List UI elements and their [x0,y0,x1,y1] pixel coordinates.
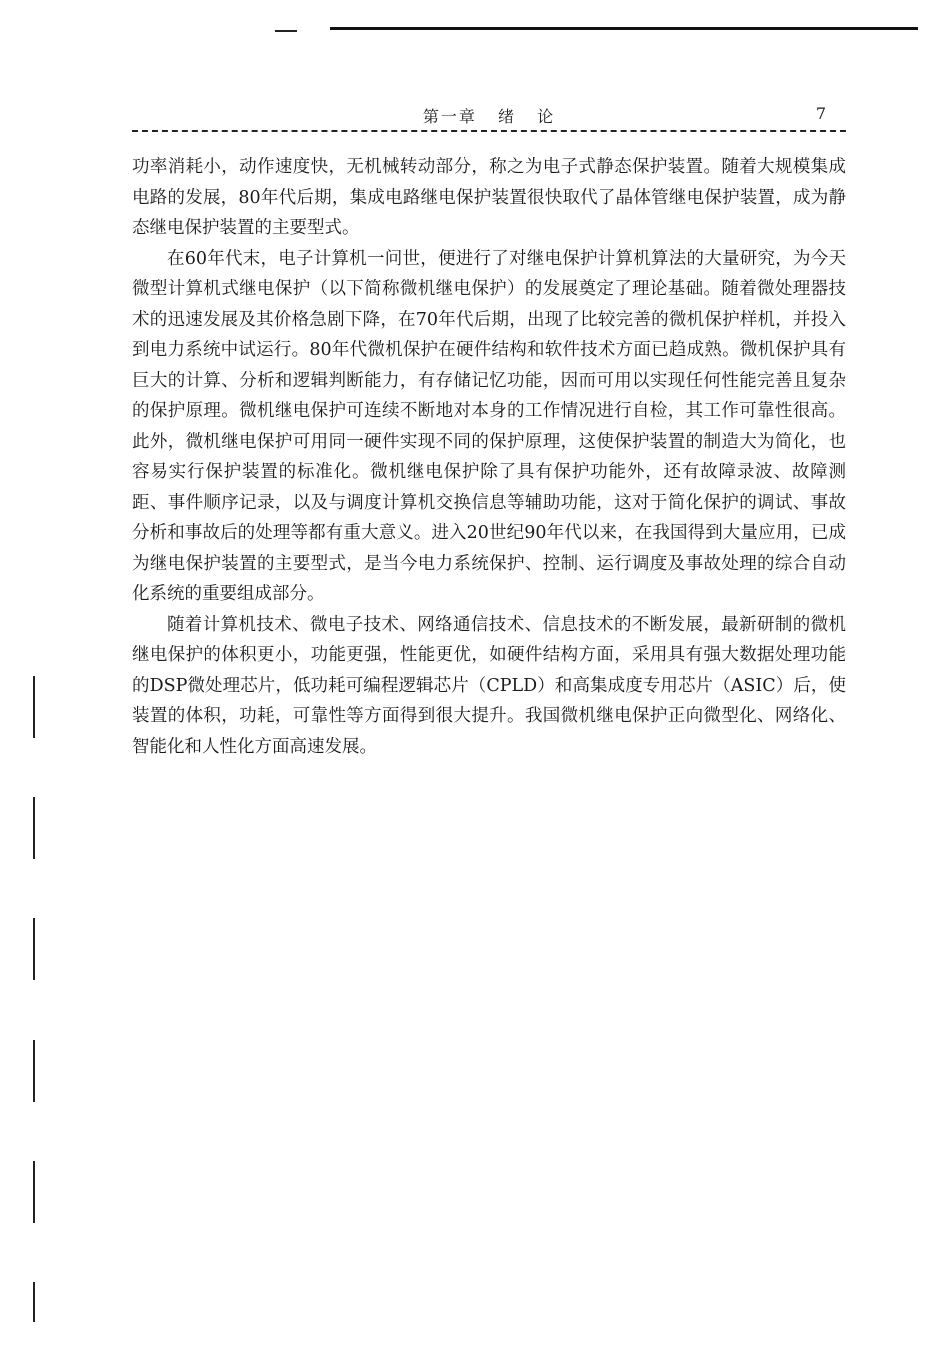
chapter-title: 第一章 绪 论 [422,107,556,126]
page-number: 7 [815,104,826,123]
margin-scan-mark [33,918,35,980]
scan-edge-mark [275,30,297,32]
header-rule [132,130,846,132]
margin-scan-mark [33,1282,35,1322]
paragraph: 在60年代末，电子计算机一问世，便进行了对继电保护计算机算法的大量研究，为今天微型计算机式继电保护（以下简称微机继电保护）的发展奠定了理论基础。随着微处理器技术的迅速发展及其价格急剧下降，在70年代后期，出现了比较完善的微机保护样机，并投入到电力系统中试运行。80年代微机保护在硬件结构和软件技术方面已趋成熟。微机保护具有巨大的计算、分析和逻辑判断能力，有存储记忆功能，因而可用以实现任何性能完善且复杂的保护原理。微机继电保护可连续不断地对本身的工作情况进行自检，其工作可靠性很高。此外，微机继电保护可用同一硬件实现不同的保护原理，这使保护装置的制造大为简化，也容易实行保护装置的标准化。微机继电保护除了具有保护功能外，还有故障录波、故障测距、事件顺序记录，以及与调度计算机交换信息等辅助功能，这对于简化保护的调试、事故分析和事故后的处理等都有重大意义。进入20世纪90年代以来，在我国得到大量应用，已成为继电保护装置的主要型式，是当今电力系统保护、控制、运行调度及事故处理的综合自动化系统的重要组成部分。 [132,248,846,604]
margin-scan-mark [33,1161,35,1223]
margin-scan-mark [33,676,35,738]
body-text [132,152,846,762]
paragraph: 随着计算机技术、微电子技术、网络通信技术、信息技术的不断发展，最新研制的微机继电保护的体积更小，功能更强，性能更优，如硬件结构方面，采用具有强大数据处理功能的DSP微处理芯片，低功耗可编程逻辑芯片（CPLD）和高集成度专用芯片（ASIC）后，使装置的体积，功耗，可靠性等方面得到很大提升。我国微机继电保护正向微型化、网络化、智能化和人性化方面高速发展。 [132,614,846,757]
margin-scan-mark [33,797,35,859]
margin-scan-mark [33,1040,35,1102]
scan-edge-line [330,27,918,30]
paragraph-continued: 功率消耗小，动作速度快，无机械转动部分，称之为电子式静态保护装置。随着大规模集成电路的发展，80年代后期，集成电路继电保护装置很快取代了晶体管继电保护装置，成为静态继电保护装置的主要型式。 [132,157,846,238]
